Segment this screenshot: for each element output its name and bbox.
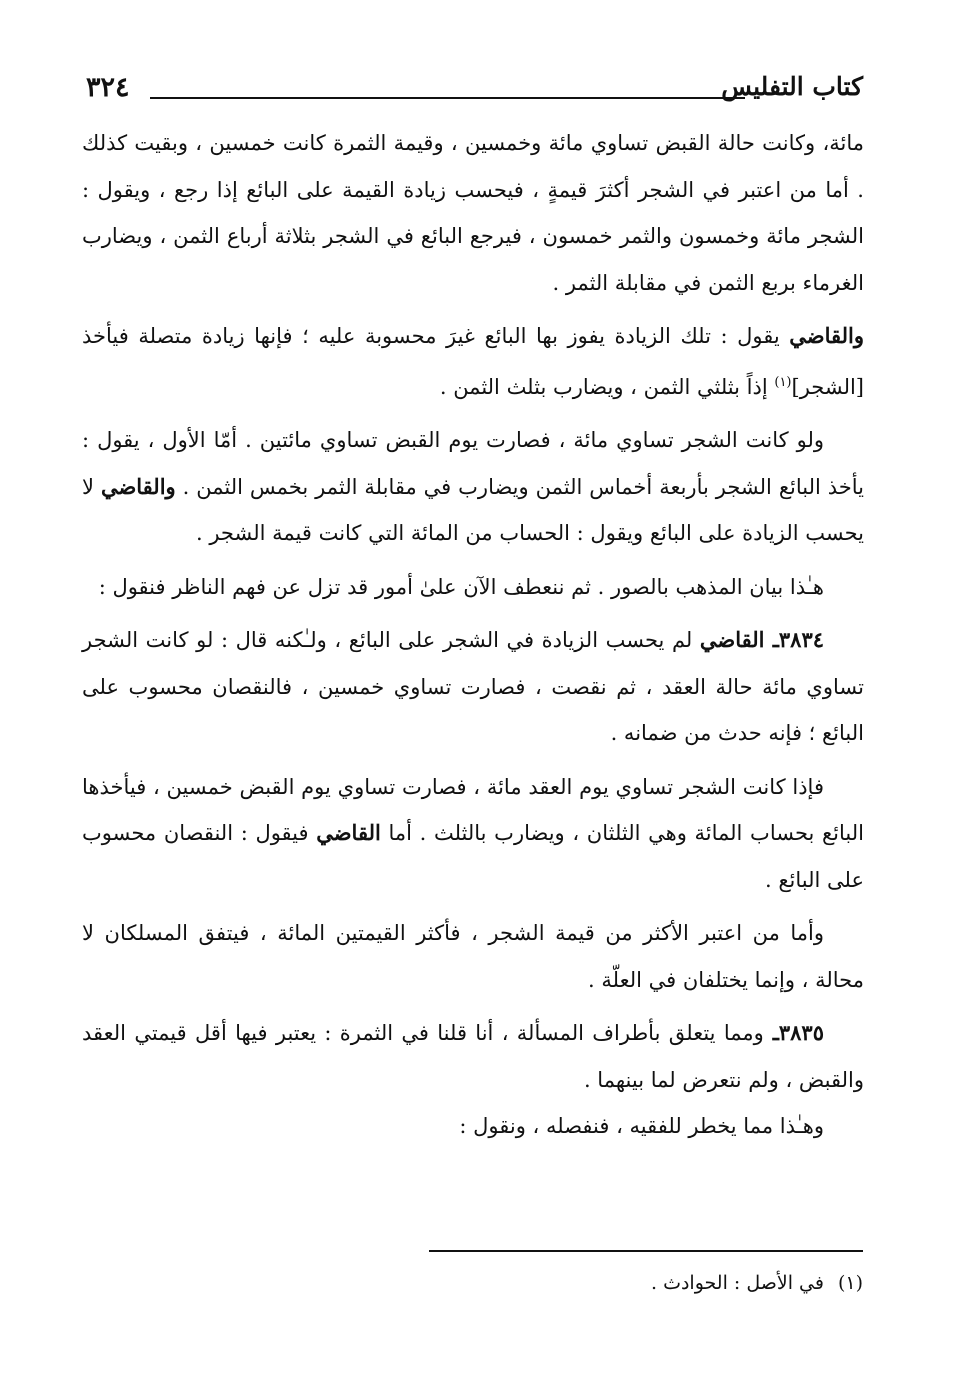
paragraph-text: وأما من اعتبر الأكثر من قيمة الشجر ، فأكثر القيمتين المائة ، فيتفق المسلكان لا محالة ، وإنما يختلفان في العلّة . [82, 921, 864, 992]
footnote-separator [429, 1250, 863, 1252]
paragraph-text-continued: لا يحسب الزيادة على البائع ويقول : الحساب من المائة التي كانت قيمة الشجر . [82, 474, 864, 545]
paragraph-5 [82, 617, 864, 757]
header-rule [150, 97, 745, 99]
paragraph-2 [82, 313, 864, 410]
paragraph-text: ومما يتعلق بأطراف المسألة ، أنا قلنا في الثمرة : يعتبر فيها أقل قيمتي العقد والقبض ، ولم نتعرض لما بينهما . [82, 1021, 864, 1092]
paragraph-text: ولو كانت الشجر تساوي مائة ، فصارت يوم القبض تساوي مائتين . أمّا الأول ، يقول : يأخذ البائع الشجر بأربعة أخماس الثمن ويضارب في مقابلة الثمر بخمس الثمن . [82, 428, 864, 499]
paragraph-text: لم يحسب الزيادة في الشجر على البائع ، ولـٰكنه قال : لو كانت الشجر تساوي مائة حالة العقد ، ثم نقصت ، فصارت تساوي خمسين ، فالنقصان محسوب على البائع ؛ فإنه حدث من ضمانه . [82, 628, 864, 745]
paragraph-1 [82, 120, 864, 306]
emphasis-name: القاضي [316, 820, 381, 845]
paragraph-text-continued: إذاً بثلثي الثمن ، ويضارب بثلث الثمن . [439, 374, 775, 399]
footnote-text: في الأصل : الحوادث . [651, 1272, 824, 1294]
paragraph-8 [82, 1010, 864, 1103]
book-title: كتاب التفليس [721, 72, 863, 101]
emphasis-name: والقاضي [100, 473, 176, 499]
paragraph-text: فإذا كانت الشجر تساوي يوم العقد مائة ، فصارت تساوي يوم القبض خمسين ، فيأخذها البائع بحساب المائة وهي الثلثان ، ويضارب بالثلث . أما [82, 774, 864, 845]
paragraph-text: يقول : تلك الزيادة يفوز بها البائع غيرَ محسوبة عليه ؛ فإنها زيادة متصلة فيأخذ [الشجر] [82, 324, 864, 399]
section-number: ٣٨٣٥ـ [763, 1020, 824, 1045]
footnote-reference: (١) [774, 374, 792, 390]
paragraph-4 [82, 564, 864, 611]
emphasis-name: القاضي [699, 627, 765, 652]
running-header [86, 72, 863, 112]
paragraph-9 [82, 1103, 864, 1150]
page-number: ٣٢٤ [86, 72, 130, 103]
paragraph-7 [82, 910, 864, 1003]
paragraph-6 [82, 764, 864, 904]
paragraph-text: وهـٰذا مما يخطر للفقيه ، فنفصله ، ونقول : [459, 1114, 824, 1138]
main-text [82, 120, 864, 1150]
emphasis-name: والقاضي [789, 323, 864, 348]
paragraph-text: مائة، وكانت حالة القبض تساوي مائة وخمسين ، وقيمة الثمرة كانت خمسين ، وبقيت كذلك . أما من اعتبر في الشجر أكثرَ قيمةٍ ، فيحسب زيادة القيمة على البائع إذا رجع ، ويقول : الشجر مائة وخمسون والثمر خمسون ، فيرجع البائع في الشجر بثلاثة أرباع الثمن ، ويضارب الغرماء بربع الثمن في مقابلة الثمر . [82, 131, 864, 295]
section-number: ٣٨٣٤ـ [764, 627, 825, 652]
footnote [263, 1268, 863, 1298]
paragraph-3 [82, 417, 864, 557]
paragraph-text-continued: فيقول : النقصان محسوب على البائع . [82, 821, 864, 892]
paragraph-text: هـٰذا بيان المذهب بالصور . ثم ننعطف الآن علىٰ أمور قد تزل عن فهم الناظر فنقول : [98, 574, 824, 599]
footnote-number: (١) [837, 1272, 863, 1294]
